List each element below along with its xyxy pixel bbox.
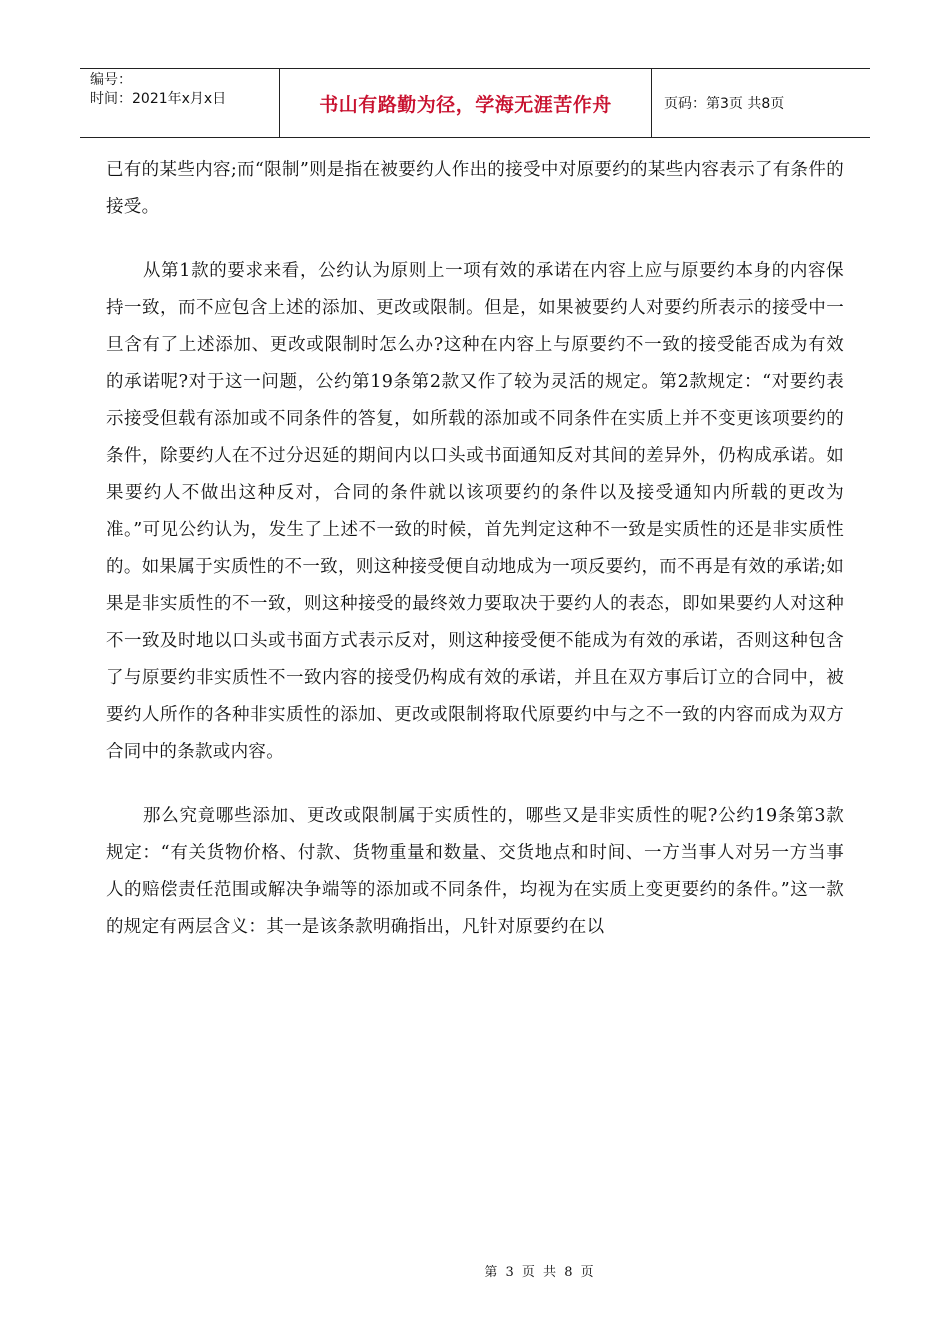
paragraph-continuation: 已有的某些内容;而“限制”则是指在被要约人作出的接受中对原要约的某些内容表示了有条件的接受。 <box>106 160 844 217</box>
document-body <box>106 152 844 973</box>
header-meta <box>80 69 280 137</box>
document-date-label: 时间：2021年x月x日 <box>90 91 227 107</box>
page-footer: 第 3 页 共 8 页 <box>484 1265 596 1280</box>
header-motto: 书山有路勤为径，学海无涯苦作舟 <box>280 69 652 137</box>
document-number-label: 编号： <box>90 72 132 88</box>
paragraph: 从第1款的要求来看，公约认为原则上一项有效的承诺在内容上应与原要约本身的内容保持一致，而不应包含上述的添加、更改或限制。但是，如果被要约人对要约所表示的接受中一旦含有了上述添加、更改或限制时怎么办?这种在内容上与原要约不一致的接受能否成为有效的承诺呢?对于这一问题，公约第19条第2款又作了较为灵活的规定。第2款规定：“对要约表示接受但载有添加或不同条件的答复，如所载的添加或不同条件在实质上并不变更该项要约的条件，除要约人在不过分迟延的期间内以口头或书面通知反对其间的差异外，仍构成承诺。如果要约人不做出这种反对，合同的条件就以该项要约的条件以及接受通知内所载的更改为准。”可见公约认为，发生了上述不一致的时候，首先判定这种不一致是实质性的还是非实质性的。如果属于实质性的不一致，则这种接受便自动地成为一项反要约，而不再是有效的承诺;如果是非实质性的不一致，则这种接受的最终效力要取决于要约人的表态，即如果要约人对这种不一致及时地以口头或书面方式表示反对，则这种接受便不能成为有效的承诺，否则这种包含了与原要约非实质性不一致内容的接受仍构成有效的承诺，并且在双方事后订立的合同中，被要约人所作的各种非实质性的添加、更改或限制将取代原要约中与之不一致的内容而成为双方合同中的条款或内容。 <box>106 261 844 762</box>
header-page-label: 页码：第3页 共8页 <box>664 96 785 112</box>
document-header <box>80 68 870 138</box>
paragraph: 那么究竟哪些添加、更改或限制属于实质性的，哪些又是非实质性的呢?公约19条第3款规定：“有关货物价格、付款、货物重量和数量、交货地点和时间、一方当事人对另一方当事人的赔偿责任范围或解决争端等的添加或不同条件，均视为在实质上变更要约的条件。”这一款的规定有两层含义：其一是该条款明确指出，凡针对原要约在以 <box>106 806 844 937</box>
